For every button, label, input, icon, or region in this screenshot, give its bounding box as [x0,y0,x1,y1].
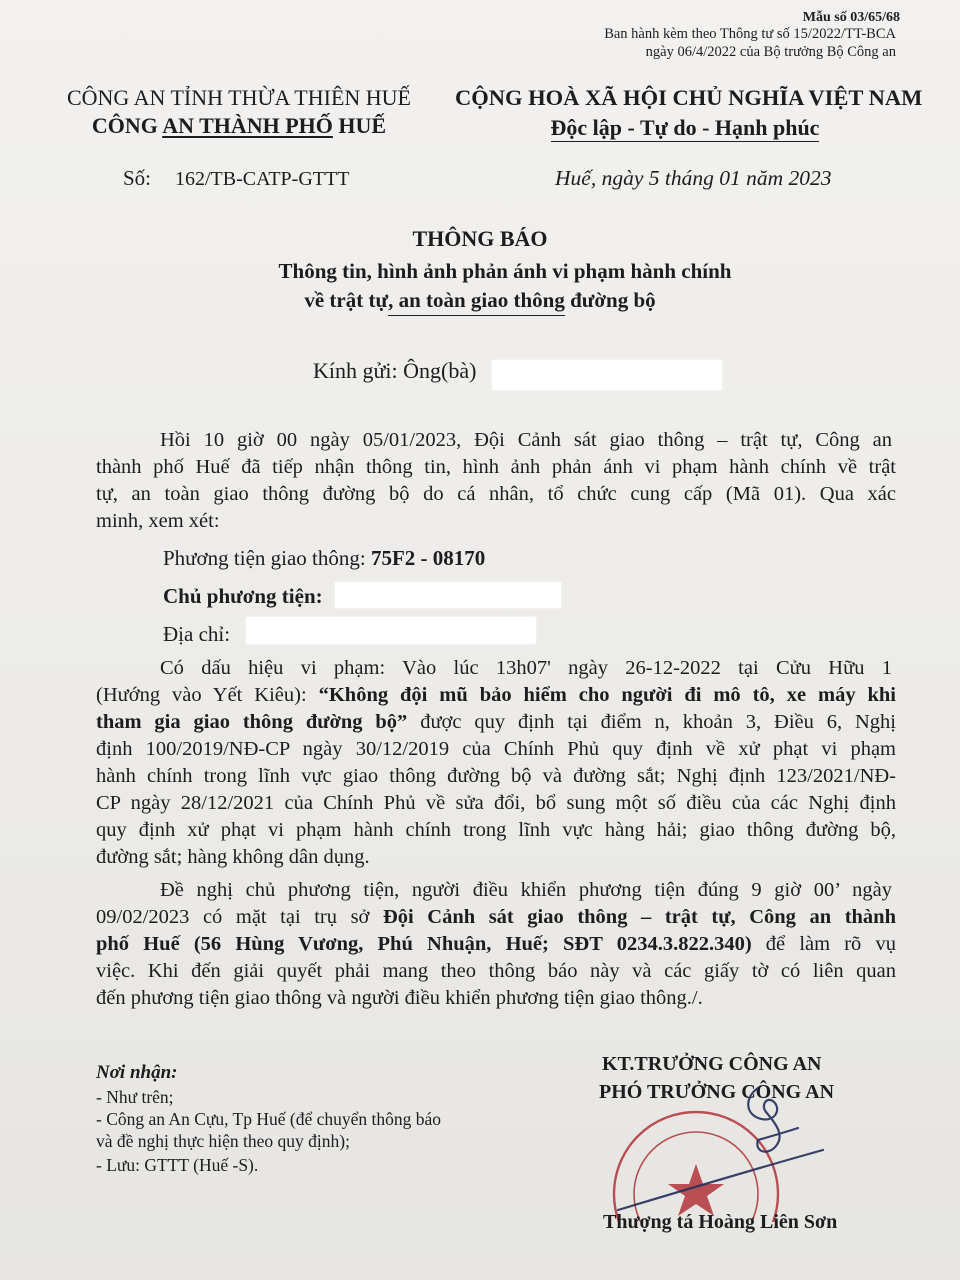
document-number: 162/TB-CATP-GTTT [175,168,350,190]
national-title: CỘNG HOÀ XÃ HỘI CHỦ NGHĨA VIỆT NAM [455,85,923,110]
recipient-item: và đề nghị thực hiện theo quy định); [96,1131,350,1151]
request-line: đến phương tiện giao thông và người điều khiển phương tiện giao thông./. [96,987,703,1009]
national-motto [455,115,915,141]
document-subtitle-line-1: Thông tin, hình ảnh phản ánh vi phạm hành chính [278,259,732,283]
national-motto-text: Độc lập - Tự do - Hạnh phúc [550,115,820,140]
recipient-label: Kính gửi: Ông(bà) [313,358,477,383]
subtitle-part-3: đường bộ [564,288,656,312]
signature-title-1: KT.TRƯỞNG CÔNG AN [602,1053,822,1075]
vehicle-plate: 75F2 - 08170 [370,546,486,570]
official-seal-stamp [608,1082,838,1222]
handwritten-signature [618,1088,823,1210]
request-paragraph [96,877,896,1012]
intro-line: Hồi 10 giờ 00 ngày 05/01/2023, Đội Cảnh sát giao thông – trật tự, Công an [160,429,892,451]
address-label: Địa chỉ: [163,622,231,646]
signature-title-2: PHÓ TRƯỞNG CÔNG AN [599,1081,835,1103]
request-office-address: phố Huế (56 Hùng Vương, Phú Nhuận, Huế; SĐT 0234.3.822.340) [96,933,752,955]
intro-line: thành phố Huế đã tiếp nhận thông tin, hình ảnh phản ánh vi phạm hành chính về trật [96,456,896,478]
intro-line: minh, xem xét: [96,510,220,532]
violation-line: hành chính trong lĩnh vực giao thông đường bộ và đường sắt; Nghị định 123/2021/NĐ- [96,765,896,787]
violation-location: (Hướng vào Yết Kiêu): [96,684,319,706]
violation-line: CP ngày 28/12/2021 của Chính Phủ về sửa đổi, bổ sung một số điều của các Nghị định [96,792,896,814]
document-number-label: Số: [123,166,152,190]
intro-line: tự, an toàn giao thông đường bộ do cá nhân, tổ chức cung cấp (Mã 01). Qua xác [96,483,896,505]
violation-line: đường sắt; hàng không dân dụng. [96,846,370,868]
form-code: Mẫu số 03/65/68 [802,10,900,25]
signer-name: Thượng tá Hoàng Liên Sơn [603,1211,838,1233]
violation-legal-basis: được quy định tại điểm n, khoản 3, Điều 6, Nghị [407,711,896,733]
issuing-agency-part-3: HUẾ [332,113,387,138]
recipient-item: - Như trên; [96,1087,174,1107]
vehicle-label: Phương tiện giao thông: [163,546,371,570]
recipients-heading: Nơi nhận: [96,1062,178,1083]
violation-line [96,682,896,709]
request-office: Đội Cảnh sát giao thông – trật tự, Công an thành [382,906,896,928]
issuing-agency-parent: CÔNG AN TỈNH THỪA THIÊN HUẾ [66,85,411,110]
violation-paragraph [96,655,896,871]
request-line: việc. Khi đến giải quyết phải mang theo thông báo này và các giấy tờ có liên quan [96,960,896,982]
request-purpose: để làm rõ vụ [751,933,896,955]
redaction-owner-name [335,582,561,608]
recipient-item: - Lưu: GTTT (Huế -S). [96,1155,259,1175]
form-note-line-1: Ban hành kèm theo Thông tư số 15/2022/TT-BCA [604,26,896,42]
issuing-agency [64,113,414,139]
request-date: 09/02/2023 có mặt tại trụ sở [96,906,383,928]
violation-line: Có dấu hiệu vi phạm: Vào lúc 13h07' ngày 26-12-2022 tại Cửu Hữu 1 [160,657,892,679]
request-line [96,931,896,958]
violation-description-cont: tham gia giao thông đường bộ” [96,711,408,733]
owner-label: Chủ phương tiện: [163,584,323,608]
issuing-agency-part-2: AN THÀNH PHỐ [162,113,333,138]
redaction-address [246,617,536,644]
request-line [96,904,896,931]
document-subtitle-line-2 [0,288,960,313]
violation-line: định 100/2019/NĐ-CP ngày 30/12/2019 của Chính Phủ quy định về xử phạt vi phạm [96,738,896,760]
issuing-agency-part-1: CÔNG [91,113,163,138]
request-line: Đề nghị chủ phương tiện, người điều khiển phương tiện đúng 9 giờ 00’ ngày [160,879,892,901]
violation-line [96,709,896,736]
intro-paragraph [96,427,896,535]
place-and-date: Huế, ngày 5 tháng 01 năm 2023 [555,166,832,190]
vehicle-field [163,546,485,571]
subtitle-part-1: về trật tự [304,288,389,312]
violation-line: quy định xử phạt vi phạm hành chính trong lĩnh vực hàng hải; giao thông đường bộ, [96,819,896,841]
subtitle-part-2: , an toàn giao thông [388,288,565,316]
recipient-item: - Công an An Cựu, Tp Huế (để chuyển thông báo [96,1109,442,1129]
form-note-line-2: ngày 06/4/2022 của Bộ trưởng Bộ Công an [645,44,896,60]
redaction-recipient-name [492,360,722,390]
document-title: THÔNG BÁO [412,226,548,251]
violation-description: “Không đội mũ bảo hiểm cho người đi mô tô, xe máy khi [318,684,896,706]
